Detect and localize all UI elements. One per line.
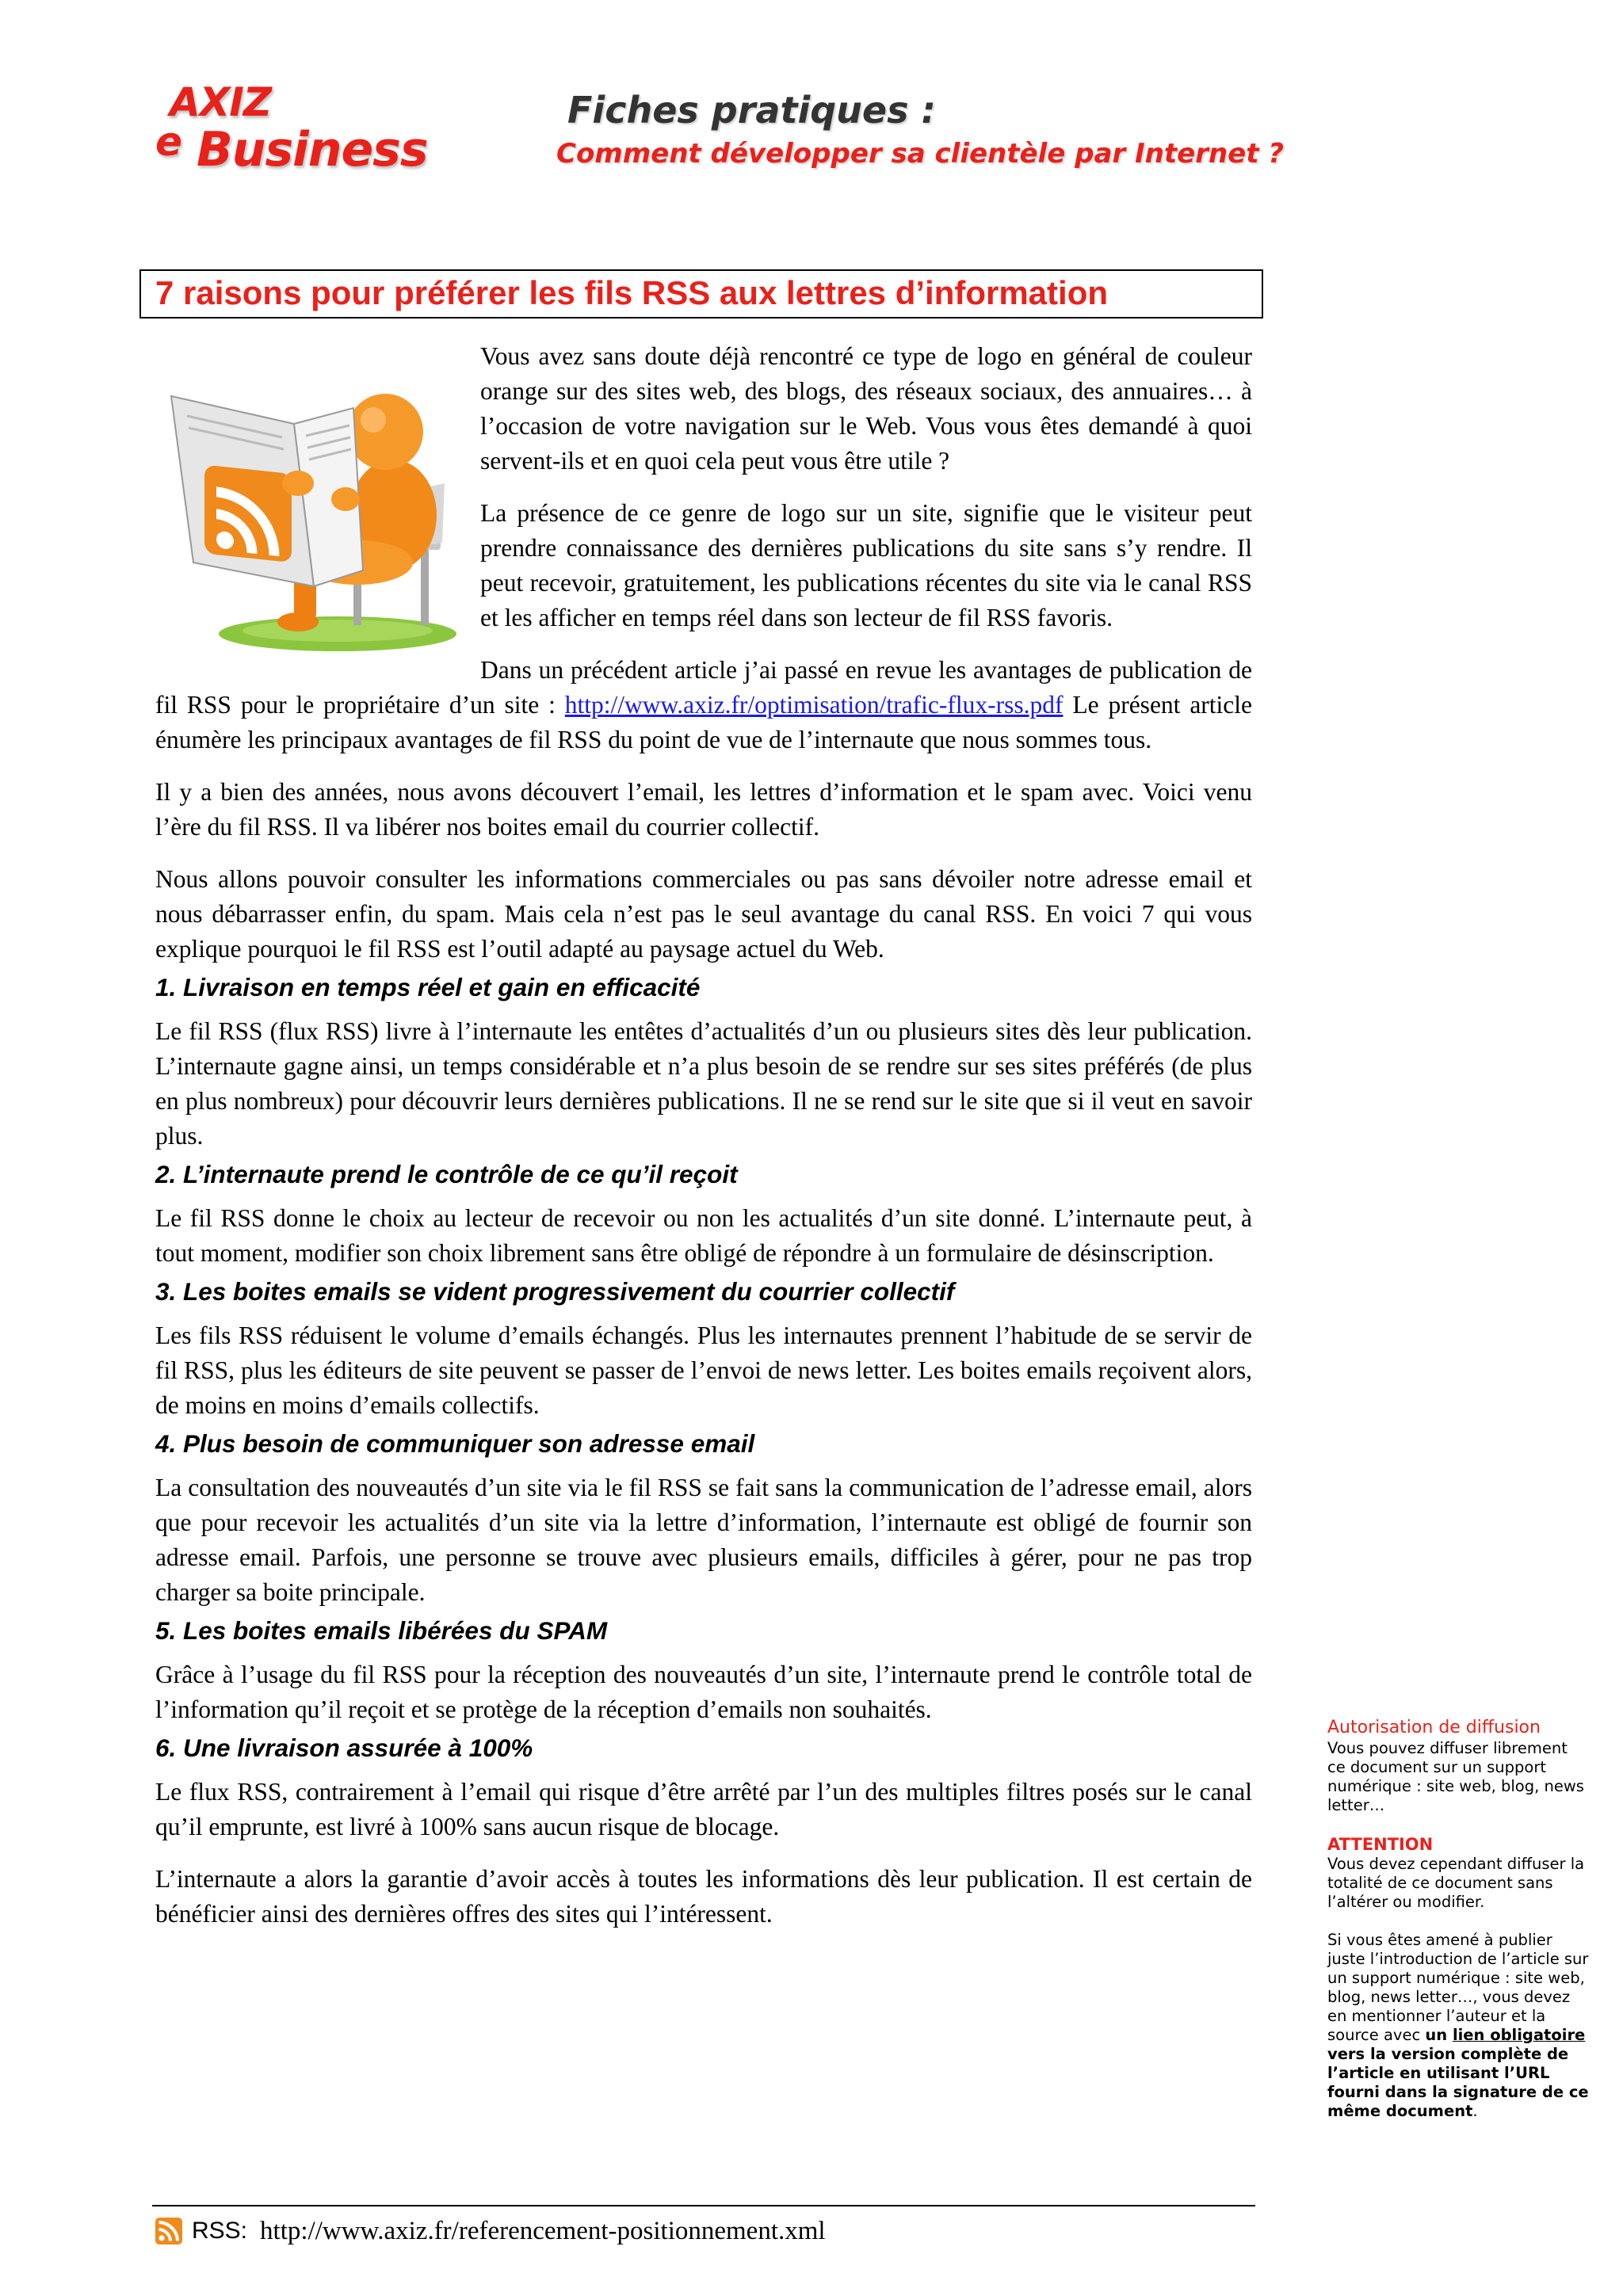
publish-bold-1: un bbox=[1425, 2026, 1453, 2044]
rss-feed-url[interactable]: http://www.axiz.fr/referencement-positionnement.xml bbox=[260, 2216, 826, 2245]
publish-conditions-text bbox=[1327, 1931, 1589, 2121]
section-heading-5: 5. Les boites emails libérées du SPAM bbox=[155, 1616, 608, 1645]
logo-business: Business bbox=[197, 122, 428, 177]
section-heading-3: 3. Les boites emails se vident progressivement du courrier collectif bbox=[155, 1277, 955, 1306]
rss-reader-figure-icon bbox=[155, 349, 464, 658]
seven-reasons-intro-paragraph: Nous allons pouvoir consulter les informations commerciales ou pas sans dévoiler notre adresse email et nous débarrasser enfin, du spam. Mais cela n’est pas le seul avantage du canal RSS. En voici 7 qui vous explique pourquoi le fil RSS est l’outil adapté au paysage actuel du Web. bbox=[155, 865, 1252, 963]
attention-text: Vous devez cependant diffuser la totalité de ce document sans l’altérer ou modifier. bbox=[1327, 1855, 1585, 1911]
axiz-ebusiness-logo bbox=[155, 79, 472, 182]
authorization-text: Vous pouvez diffuser librement ce document sur un support numérique : site web, blog, news letter… bbox=[1327, 1739, 1584, 1814]
header-title: Fiches pratiques : bbox=[567, 89, 936, 132]
mandatory-link-text: lien obligatoire bbox=[1452, 2026, 1586, 2044]
section-3-paragraph: Les fils RSS réduisent le volume d’emails échangés. Plus les internautes prennent l’habitude de se servir de fil RSS, plus les éditeurs de site peuvent se passer de l’envoi de news letter. Les boites emails reçoivent alors, de moins en moins d’emails collectifs. bbox=[155, 1322, 1252, 1419]
header-subtitle: Comment développer sa clientèle par Internet ? bbox=[556, 138, 1284, 170]
article-body bbox=[155, 339, 1252, 1949]
distribution-sidebar bbox=[1327, 1717, 1589, 2140]
section-heading-1: 1. Livraison en temps réel et gain en efficacité bbox=[155, 973, 701, 1001]
email-history-paragraph: Il y a bien des années, nous avons découvert l’email, les lettres d’information et le spam avec. Voici venu l’ère du fil RSS. Il va libérer nos boites email du courrier collectif. bbox=[155, 778, 1252, 841]
rss-feed-icon[interactable] bbox=[155, 2218, 182, 2245]
p3-text-before: Dans un précédent article j’ai passé en revue les avantages de publication de fil RSS pour le propriétaire d’un site : bbox=[155, 656, 1252, 719]
footer-rss bbox=[155, 2214, 826, 2248]
authorization-title: Autorisation de diffusion bbox=[1327, 1718, 1541, 1737]
section-heading-4: 4. Plus besoin de communiquer son adresse email bbox=[155, 1429, 755, 1458]
previous-article-paragraph bbox=[155, 653, 1252, 757]
article-title-box bbox=[139, 269, 1263, 318]
publish-text: Si vous êtes amené à publier juste l’introduction de l’article sur un support numérique : site web, blog, news letter…, vous devez en mentionner l’auteur et la source avec bbox=[1327, 1931, 1589, 2044]
previous-article-link[interactable]: http://www.axiz.fr/optimisation/trafic-flux-rss.pdf bbox=[564, 691, 1064, 719]
publish-bold-2: vers la version complète de l’article en utilisant l’URL fourni dans la signature de ce même document bbox=[1327, 2045, 1589, 2120]
p3-text-after: Le présent article énumère les principaux avantages de fil RSS du point de vue de l’internaute que nous sommes tous. bbox=[155, 691, 1253, 753]
intro-paragraph-1: Vous avez sans doute déjà rencontré ce type de logo en général de couleur orange sur des sites web, des blogs, des réseaux sociaux, des annuaires… à l’occasion de votre navigation sur le Web. Vous vous êtes demandé à quoi servent-ils et en quoi cela peut vous être utile ? bbox=[480, 342, 1252, 475]
section-5-paragraph: Grâce à l’usage du fil RSS pour la réception des nouveautés d’un site, l’internaute prend le contrôle total de l’information qu’il reçoit et se protège de la réception d’emails non souhaités. bbox=[155, 1661, 1252, 1723]
logo-e: e bbox=[155, 119, 181, 165]
section-2-paragraph: Le fil RSS donne le choix au lecteur de recevoir ou non les actualités d’un site donné. L’internaute peut, à tout moment, modifier son choix librement sans être obligé de répondre à un formulaire de désinscription. bbox=[155, 1204, 1252, 1267]
section-6-paragraph-2: L’internaute a alors la garantie d’avoir accès à toutes les informations dès leur publication. Il est certain de bénéficier ainsi des dernières offres des sites qui l’intéressent. bbox=[155, 1865, 1252, 1928]
attention-title: ATTENTION bbox=[1327, 1835, 1434, 1854]
article-title: 7 raisons pour préférer les fils RSS aux lettres d’information bbox=[155, 274, 1109, 311]
section-4-paragraph: La consultation des nouveautés d’un site via le fil RSS se fait sans la communication de l’adresse email, alors que pour recevoir les actualités d’un site via la lettre d’information, l’internaute est obligé de fournir son adresse email. Parfois, une personne se trouve avec plusieurs emails, difficiles à gérer, pour ne pas trop charger sa boite principale. bbox=[155, 1474, 1252, 1606]
section-6-paragraph-1: Le flux RSS, contrairement à l’email qui risque d’être arrêté par l’un des multiples filtres posés sur le canal qu’il emprunte, est livré à 100% sans aucun risque de blocage. bbox=[155, 1778, 1252, 1840]
footer-divider bbox=[152, 2205, 1255, 2206]
logo-axiz: AXIZ bbox=[170, 79, 272, 125]
intro-paragraph-2: La présence de ce genre de logo sur un site, signifie que le visiteur peut prendre connaissance des dernières publications du site sans s’y rendre. Il peut recevoir, gratuitement, les publications récentes du site via le canal RSS et les afficher en temps réel dans son lecteur de fil RSS favoris. bbox=[480, 499, 1252, 631]
rss-label: RSS: bbox=[192, 2218, 248, 2244]
publish-end: . bbox=[1472, 2102, 1478, 2120]
section-heading-2: 2. L’internaute prend le contrôle de ce qu’il reçoit bbox=[155, 1160, 738, 1188]
section-heading-6: 6. Une livraison assurée à 100% bbox=[155, 1733, 533, 1762]
section-1-paragraph: Le fil RSS (flux RSS) livre à l’internaute les entêtes d’actualités d’un ou plusieurs sites dès leur publication. L’internaute gagne ainsi, un temps considérable et n’a plus besoin de se rendre sur ses sites préférés (de plus en plus nombreux) pour découvrir leurs dernières publications. Il ne se rend sur le site que si il veut en savoir plus. bbox=[155, 1017, 1252, 1150]
